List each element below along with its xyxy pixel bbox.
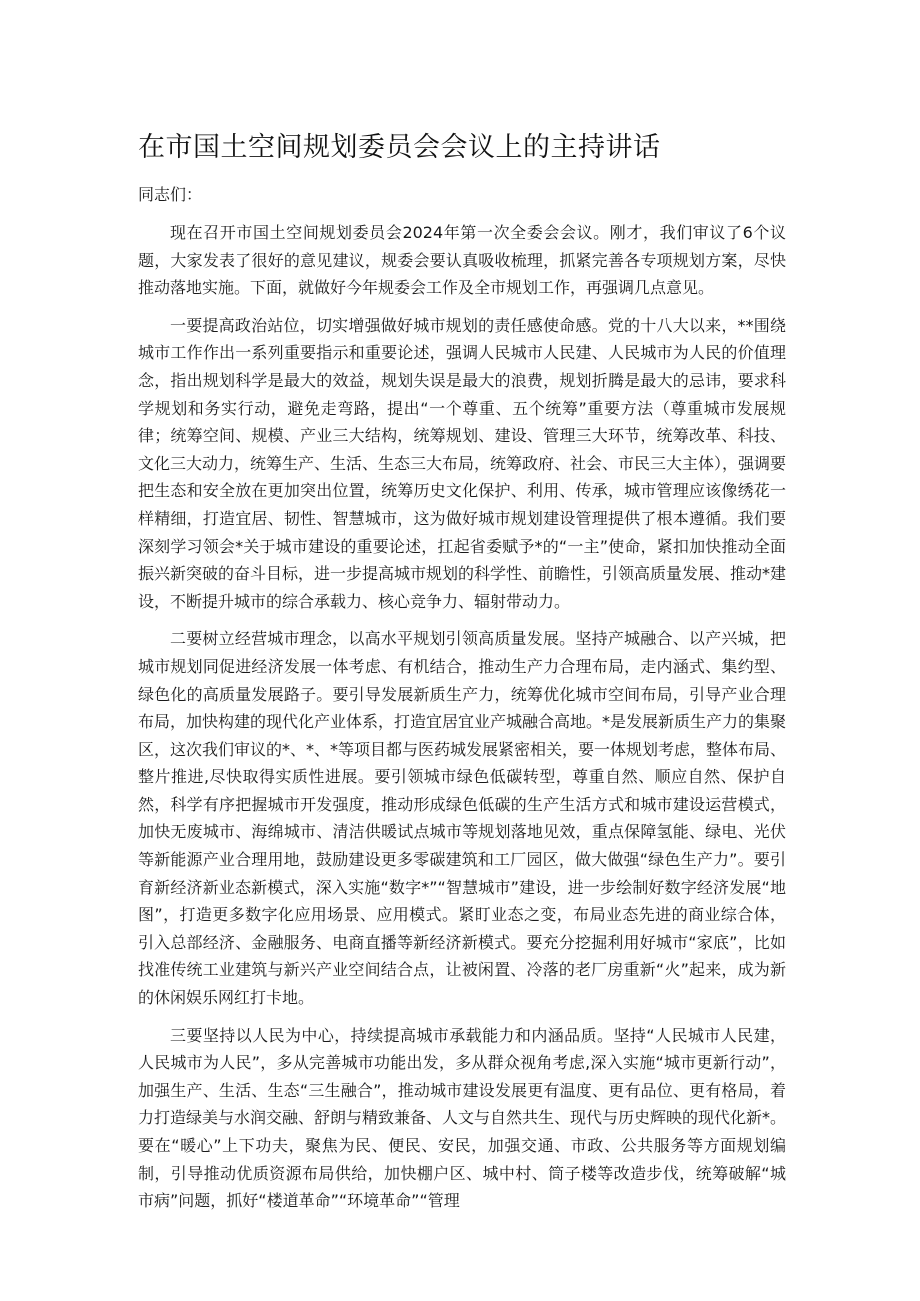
paragraph-opening: 现在召开市国土空间规划委员会2024年第一次全委会会议。刚才，我们审议了6个议题，大家发表了很好的意见建议，规委会要认真吸收梳理，抓紧完善各专项规划方案，尽快推动落地实施。下面，就做好今年规委会工作及全市规划工作，再强调几点意见。 xyxy=(138,223,786,298)
paragraph-point-two: 二要树立经营城市理念，以高水平规划引领高质量发展。坚持产城融合、以产兴城，把城市规划同促进经济发展一体考虑、有机结合，推动生产力合理布局，走内涵式、集约型、绿色化的高质量发展路子。要引导发展新质生产力，统筹优化城市空间布局，引导产业合理布局，加快构建的现代化产业体系，打造宜居宜业产城融合高地。*是发展新质生产力的集聚区，这次我们审议的*、*、*等项目都与医药城发展紧密相关，要一体规划考虑，整体布局、整片推进,尽快取得实质性进展。要引领城市绿色低碳转型，尊重自然、顺应自然、保护自然，科学有序把握城市开发强度，推动形成绿色低碳的生产生活方式和城市建设运营模式，加快无废城市、海绵城市、清洁供暖试点城市等规划落地见效，重点保障氢能、绿电、光伏等新能源产业合理用地，鼓励建设更多零碳建筑和工厂园区，做大做强“绿色生产力”。要引育新经济新业态新模式，深入实施“数字*”“智慧城市”建设，进一步绘制好数字经济发展“地图”，打造更多数字化应用场景、应用模式。紧盯业态之变，布局业态先进的商业综合体，引入总部经济、金融服务、电商直播等新经济新模式。要充分挖掘利用好城市“家底”，比如找准传统工业建筑与新兴产业空间结合点，让被闲置、冷落的老厂房重新“火”起来，成为新的休闲娱乐网红打卡地。 xyxy=(138,629,787,1008)
greeting: 同志们： xyxy=(138,185,203,204)
paragraph-point-one: 一要提高政治站位，切实增强做好城市规划的责任感使命感。党的十八大以来，**围绕城市工作作出一系列重要指示和重要论述，强调人民城市人民建、人民城市为人民的价值理念，指出规划科学是最大的效益，规划失误是最大的浪费，规划折腾是最大的忌讳，要求科学规划和务实行动，避免走弯路，提出“一个尊重、五个统筹”重要方法（尊重城市发展规律；统筹空间、规模、产业三大结构，统筹规划、建设、管理三大环节，统筹改革、科技、文化三大动力，统筹生产、生活、生态三大布局，统筹政府、社会、市民三大主体），强调要把生态和安全放在更加突出位置，统筹历史文化保护、利用、传承，城市管理应该像绣花一样精细，打造宜居、韧性、智慧城市，这为做好城市规划建设管理提供了根本遵循。我们要深刻学习领会*关于城市建设的重要论述，扛起省委赋予*的“一主”使命，紧扣加快推动全面振兴新突破的奋斗目标，进一步提高城市规划的科学性、前瞻性，引领高质量发展、推动*建设，不断提升城市的综合承载力、核心竞争力、辐射带动力。 xyxy=(138,315,787,611)
document-title: 在市国土空间规划委员会会议上的主持讲话 xyxy=(138,132,661,163)
paragraph-point-three: 三要坚持以人民为中心，持续提高城市承载能力和内涵品质。坚持“人民城市人民建，人民城市为人民”，多从完善城市功能出发，多从群众视角考虑,深入实施“城市更新行动”，加强生产、生活、生态“三生融合”，推动城市建设发展更有温度、更有品位、更有格局，着力打造绿美与水润交融、舒朗与精致兼备、人文与自然共生、现代与历史辉映的现代化新*。要在“暖心”上下功夫，聚焦为民、便民、安民，加强交通、市政、公共服务等方面规划编制，引导推动优质资源布局供给，加快棚户区、城中村、筒子楼等改造步伐，统筹破解“城市病”问题，抓好“楼道革命”“环境革命”“管理 xyxy=(138,1025,787,1211)
document-page xyxy=(138,0,786,1215)
